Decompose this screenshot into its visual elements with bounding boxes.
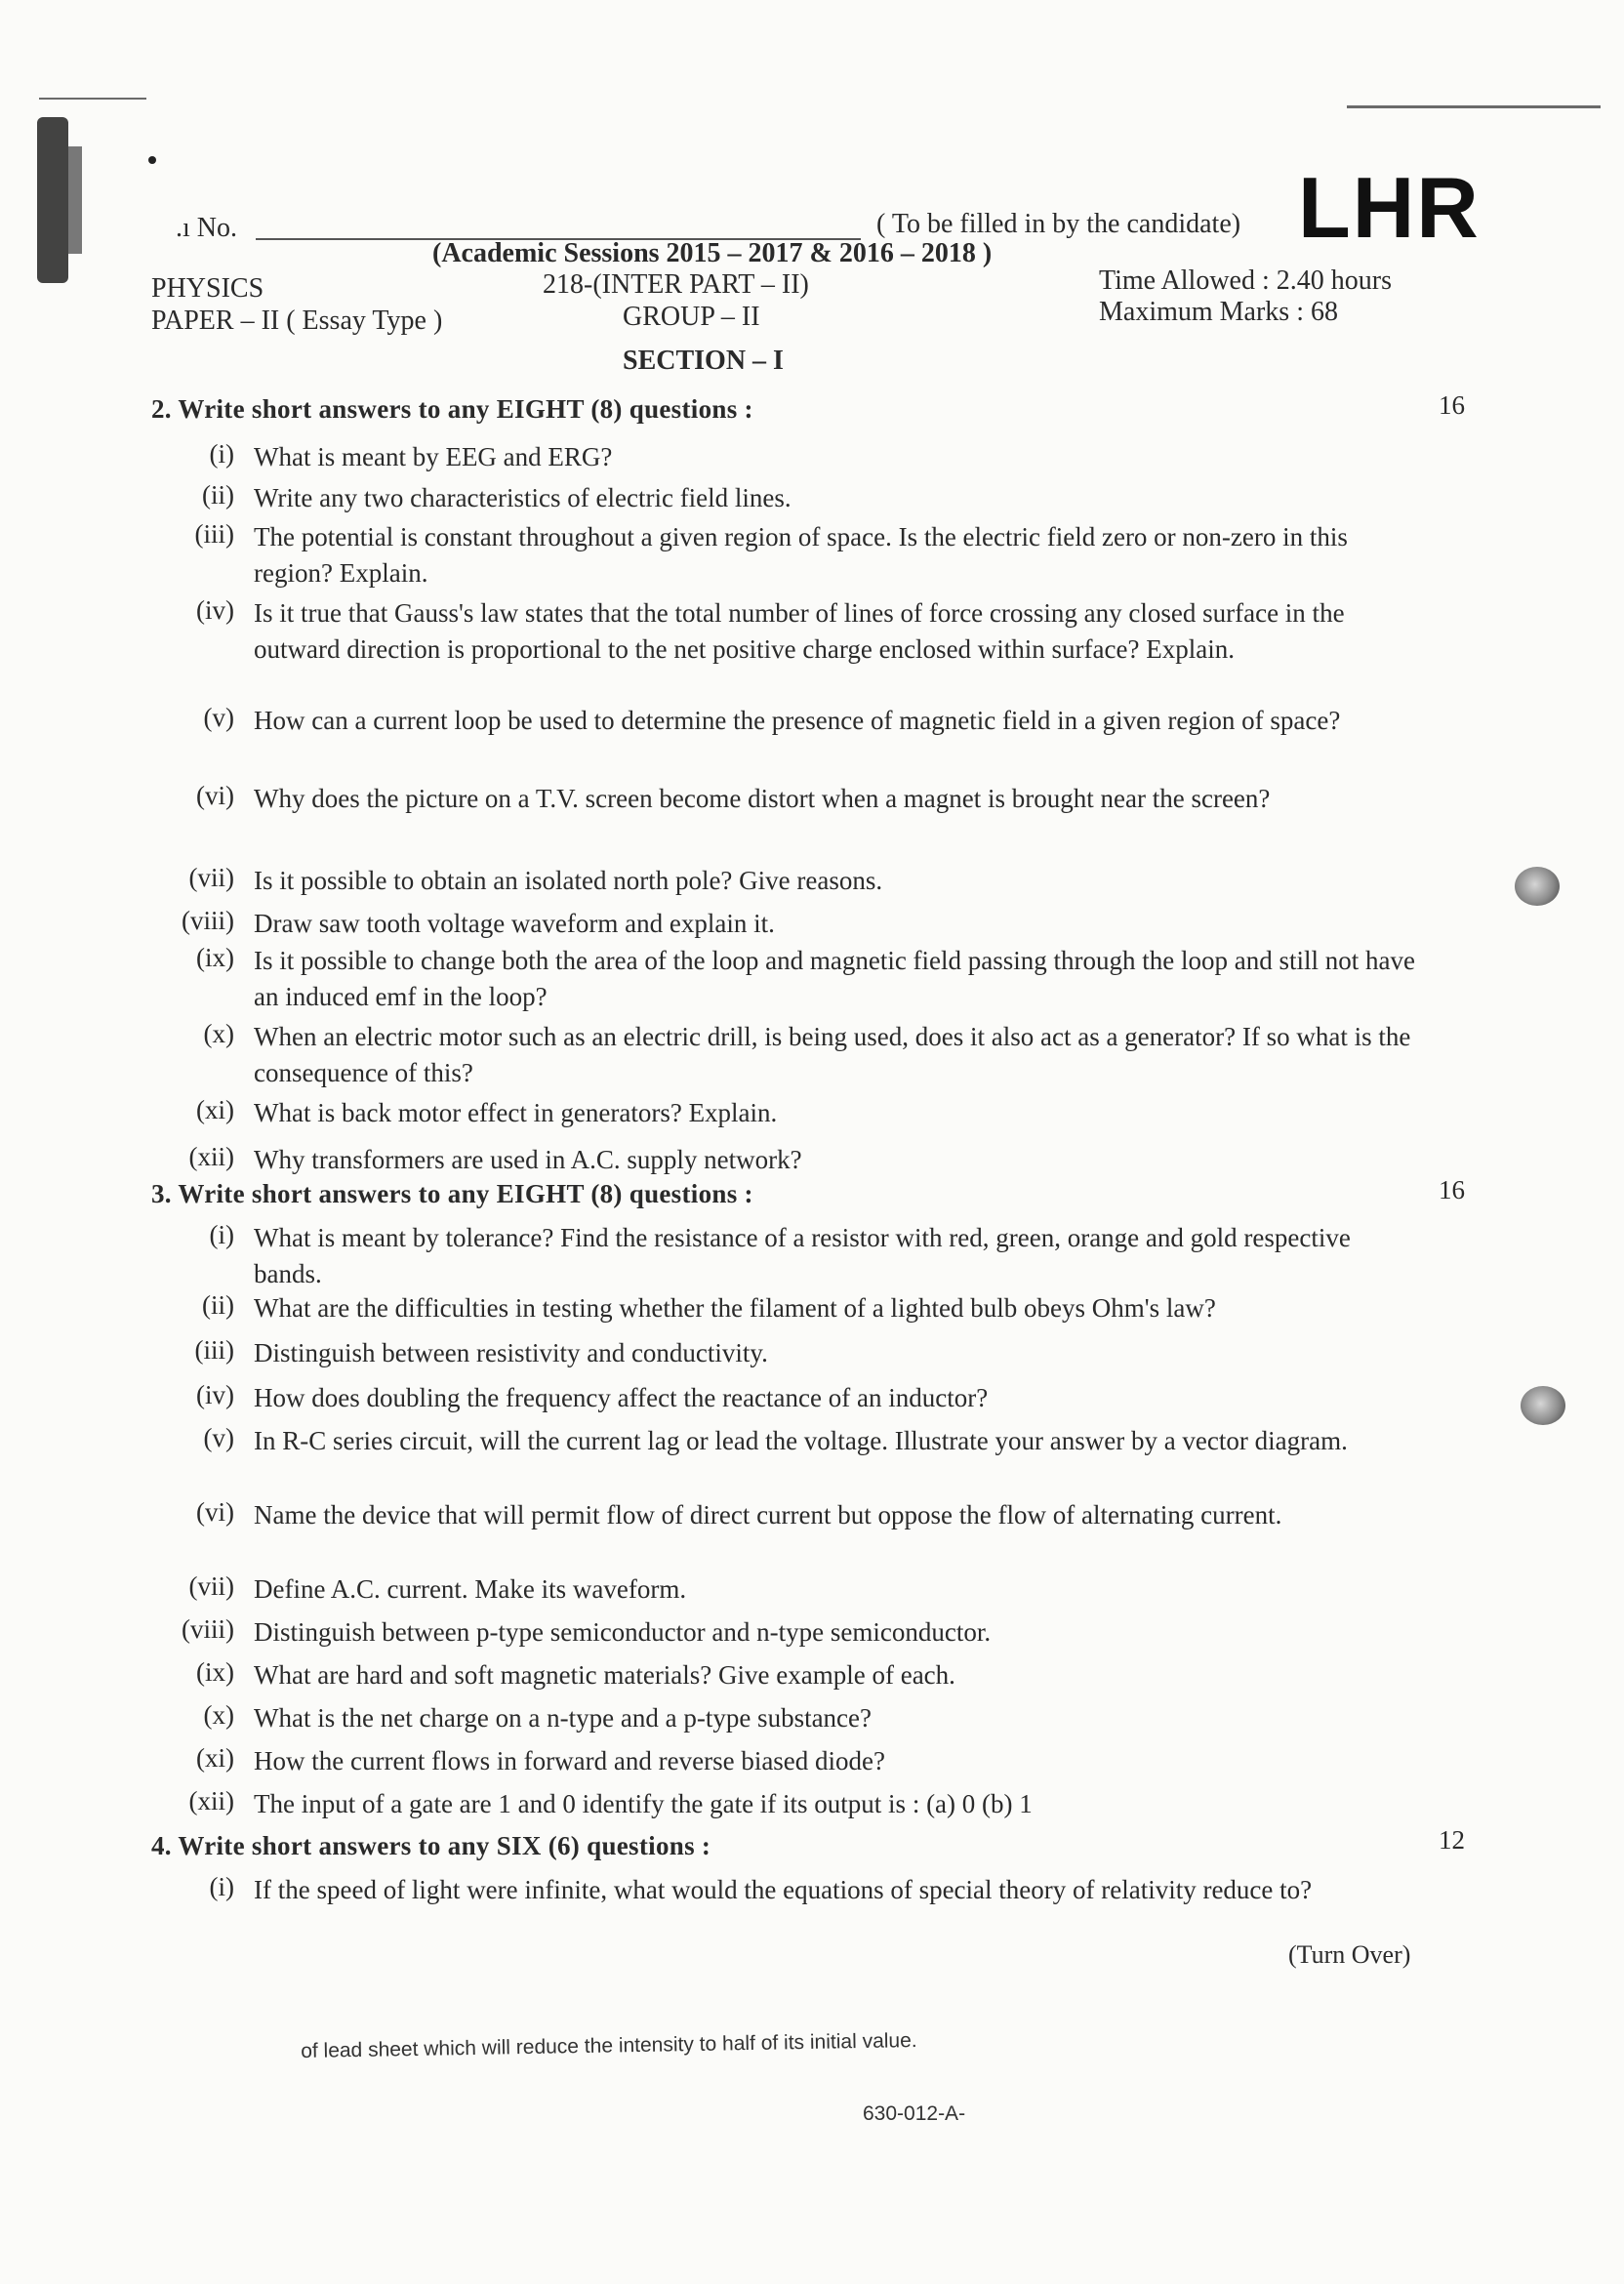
subject-title: PHYSICS xyxy=(151,273,264,304)
q3-heading: 3. Write short answers to any EIGHT (8) questions : xyxy=(151,1179,753,1208)
q3-item-text: Distinguish between p-type semiconductor and n-type semiconductor. xyxy=(254,1617,992,1647)
q3-item-number: (vii) xyxy=(188,1571,234,1601)
q2-item-number: (xi) xyxy=(196,1095,234,1124)
roll-number-label: .ı No. xyxy=(176,213,237,243)
q3-item-number: (iii) xyxy=(194,1335,234,1365)
q3-item-number: (ii) xyxy=(202,1290,234,1320)
q2-item-number: (ii) xyxy=(202,480,234,510)
q2-item-number: (ix) xyxy=(196,943,234,972)
q4-heading: 4. Write short answers to any SIX (6) questions : xyxy=(151,1831,711,1860)
q2-item-number: (viii) xyxy=(182,906,234,935)
q3-item-number: (xii) xyxy=(188,1786,234,1815)
q2-item-text: What is back motor effect in generators? Explain. xyxy=(254,1098,778,1127)
time-allowed: Time Allowed : 2.40 hours xyxy=(1099,265,1392,296)
group-label: GROUP – II xyxy=(623,302,760,332)
q3-item-number: (xi) xyxy=(196,1743,234,1773)
q2-heading: 2. Write short answers to any EIGHT (8) questions : xyxy=(151,394,753,424)
q4-item-number: (i) xyxy=(209,1872,234,1901)
turn-over-note: (Turn Over) xyxy=(1288,1940,1411,1969)
bleed-through-text: of lead sheet which will reduce the intensity to half of its initial value. xyxy=(301,2028,917,2062)
q2-item-number: (v) xyxy=(203,703,234,732)
q3-item-number: (v) xyxy=(203,1423,234,1452)
scan-top-rule-right xyxy=(1347,105,1601,108)
paper-footer-code: 630-012-A- xyxy=(863,2102,966,2125)
scan-edge-stain-2 xyxy=(68,146,82,254)
q3-item-text: What is the net charge on a n-type and a p-type substance? xyxy=(254,1703,873,1733)
fill-note: ( To be filled in by the candidate) xyxy=(876,209,1241,239)
q3-item-text: What are hard and soft magnetic materials? Give example of each. xyxy=(254,1660,955,1690)
q2-item-number: (x) xyxy=(203,1019,234,1048)
q2-item-text: Why does the picture on a T.V. screen become distort when a magnet is brought near the screen? xyxy=(254,784,1271,813)
q2-item-number: (iii) xyxy=(194,519,234,549)
q3-item-text: What is meant by tolerance? Find the resistance of a resistor with red, green, orange and gold respective bands. xyxy=(254,1223,1351,1288)
scan-edge-stain xyxy=(37,117,68,283)
maximum-marks: Maximum Marks : 68 xyxy=(1099,297,1338,327)
q4-item-text: If the speed of light were infinite, what would the equations of special theory of relativity reduce to? xyxy=(254,1875,1313,1904)
q3-item-text: The input of a gate are 1 and 0 identify the gate if its output is : (a) 0 (b) 1 xyxy=(254,1789,1033,1818)
academic-sessions: (Academic Sessions 2015 – 2017 & 2016 – 2018 ) xyxy=(432,238,993,268)
q2-item-text: Why transformers are used in A.C. supply network? xyxy=(254,1145,802,1174)
q2-item-text: Is it true that Gauss's law states that the total number of lines of force crossing any closed surface in the outward direction is proportional to the net positive charge enclosed within surface? Explain. xyxy=(254,598,1345,664)
q3-item-text: How the current flows in forward and reverse biased diode? xyxy=(254,1746,886,1775)
paper-code: 218-(INTER PART – II) xyxy=(543,269,809,300)
q3-item-text: How does doubling the frequency affect the reactance of an inductor? xyxy=(254,1383,989,1412)
q3-marks: 16 xyxy=(1439,1175,1465,1204)
q2-item-text: Is it possible to obtain an isolated north pole? Give reasons. xyxy=(254,866,883,895)
q3-item-text: Name the device that will permit flow of direct current but oppose the flow of alternating current. xyxy=(254,1500,1282,1529)
section-title: SECTION – I xyxy=(623,346,784,376)
q3-item-text: Define A.C. current. Make its waveform. xyxy=(254,1574,687,1604)
q3-item-text: Distinguish between resistivity and conductivity. xyxy=(254,1338,768,1367)
board-stamp: LHR xyxy=(1298,159,1481,256)
q2-item-text: How can a current loop be used to determine the presence of magnetic field in a given region of space? xyxy=(254,706,1341,735)
q3-item-number: (x) xyxy=(203,1700,234,1730)
scan-top-rule-left xyxy=(39,98,146,100)
q3-item-number: (iv) xyxy=(196,1380,234,1409)
q2-item-number: (iv) xyxy=(196,595,234,625)
q2-item-number: (vi) xyxy=(196,781,234,810)
q2-item-text: What is meant by EEG and ERG? xyxy=(254,442,613,471)
q3-item-number: (i) xyxy=(209,1220,234,1249)
q2-item-number: (vii) xyxy=(188,863,234,892)
q2-marks: 16 xyxy=(1439,390,1465,420)
q3-item-text: What are the difficulties in testing whether the filament of a lighted bulb obeys Ohm's law? xyxy=(254,1293,1216,1323)
punch-hole-upper xyxy=(1515,867,1560,906)
q2-item-text: When an electric motor such as an electric drill, is being used, does it also act as a generator? If so what is the consequence of this? xyxy=(254,1022,1411,1087)
q3-item-number: (vi) xyxy=(196,1497,234,1527)
q3-item-number: (viii) xyxy=(182,1614,234,1644)
q4-marks: 12 xyxy=(1439,1825,1465,1855)
scan-dot xyxy=(148,156,156,164)
paper-type: PAPER – II ( Essay Type ) xyxy=(151,306,443,336)
q2-item-text: The potential is constant throughout a given region of space. Is the electric field zero or non-zero in this region? Explain. xyxy=(254,522,1348,588)
q3-item-number: (ix) xyxy=(196,1657,234,1687)
q2-item-text: Is it possible to change both the area of the loop and magnetic field passing through the loop and still not have an induced emf in the loop? xyxy=(254,946,1415,1011)
q2-item-number: (i) xyxy=(209,439,234,469)
q2-item-number: (xii) xyxy=(188,1142,234,1171)
q3-item-text: In R-C series circuit, will the current lag or lead the voltage. Illustrate your answer by a vector diagram. xyxy=(254,1426,1348,1455)
punch-hole-lower xyxy=(1521,1386,1565,1425)
q2-item-text: Draw saw tooth voltage waveform and explain it. xyxy=(254,909,775,938)
q2-item-text: Write any two characteristics of electric field lines. xyxy=(254,483,792,512)
